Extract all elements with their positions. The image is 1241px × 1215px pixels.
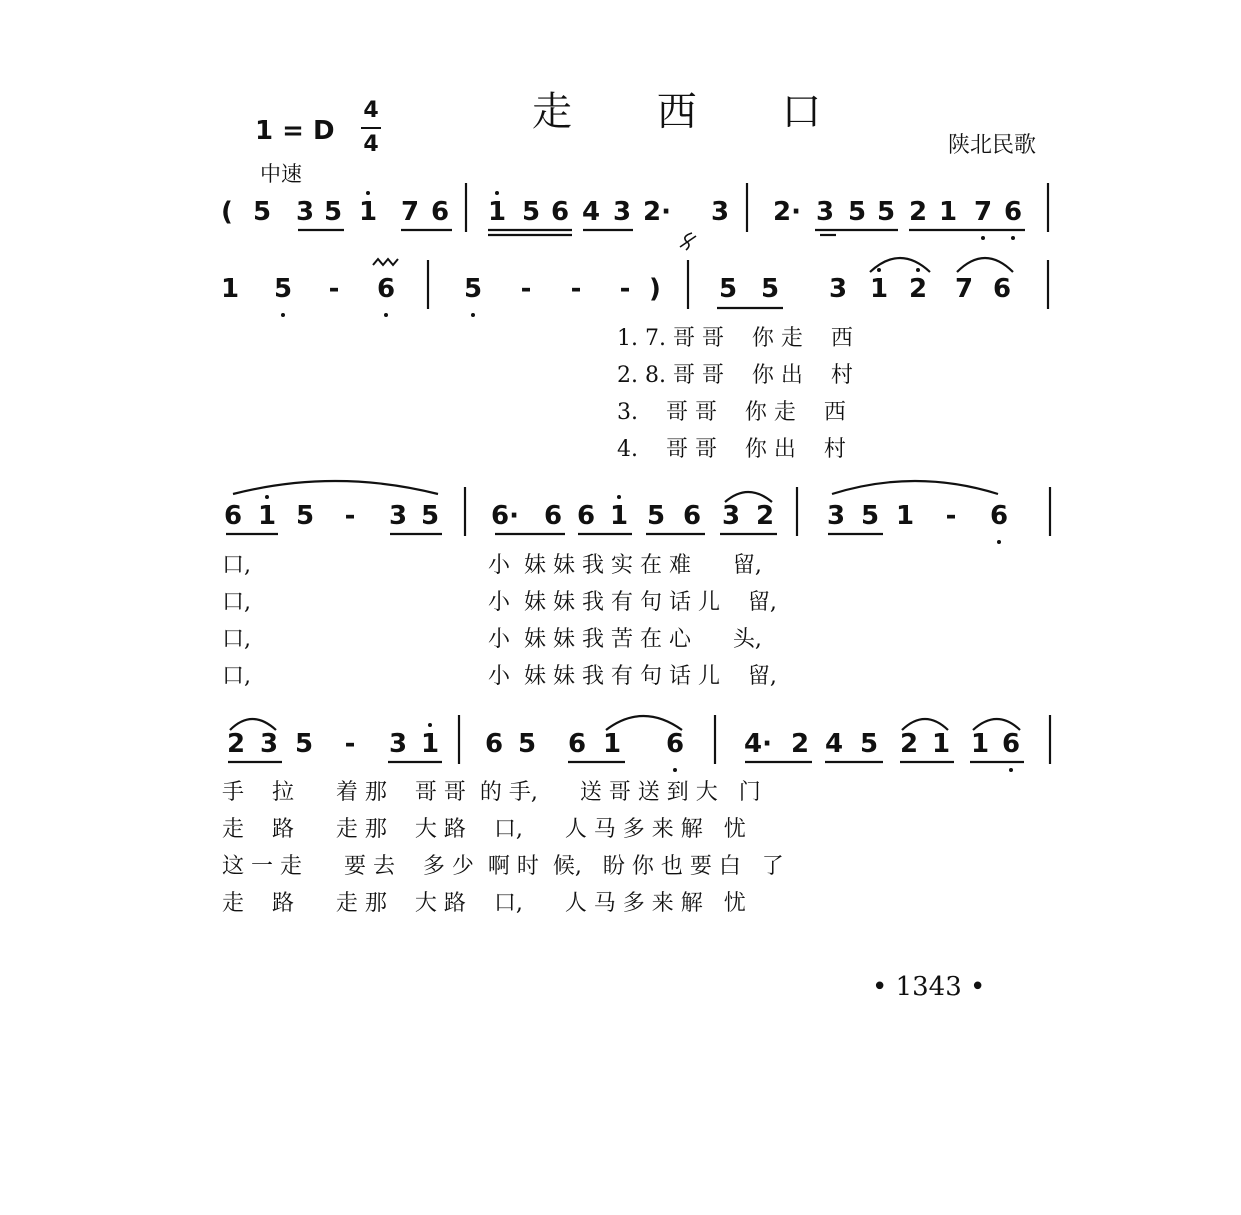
- note: 5: [273, 274, 293, 304]
- note: 1: [257, 501, 277, 531]
- lyric-line: 口,: [222, 627, 251, 652]
- note: 1: [487, 197, 507, 227]
- note: 7: [973, 197, 993, 227]
- note: 5: [876, 197, 896, 227]
- duration-beams: [226, 230, 1025, 762]
- note: 1: [931, 729, 951, 759]
- note: 3: [612, 197, 632, 227]
- note: 4: [824, 729, 844, 759]
- note: 3: [721, 501, 741, 531]
- note: 6: [376, 274, 396, 304]
- segno-icon: [680, 233, 696, 250]
- note: 5: [646, 501, 666, 531]
- note: 3: [710, 197, 730, 227]
- note: 5: [252, 197, 272, 227]
- note: 3: [828, 274, 848, 304]
- note: 2: [755, 501, 775, 531]
- note: 2: [226, 729, 246, 759]
- lyric-line: 口,: [222, 664, 251, 689]
- note: 1: [220, 274, 240, 304]
- note: 6: [223, 501, 243, 531]
- note: 1: [609, 501, 629, 531]
- note: 7: [400, 197, 420, 227]
- note: 3: [295, 197, 315, 227]
- note: 5: [420, 501, 440, 531]
- note: 5: [294, 729, 314, 759]
- note: 3: [388, 729, 408, 759]
- note: 5: [521, 197, 541, 227]
- mordent-icon: [373, 259, 398, 265]
- note: 2: [908, 274, 928, 304]
- note: 6: [543, 501, 563, 531]
- lyric-line: 小 妹 妹 我 有 句 话 儿 留,: [488, 590, 777, 615]
- lyric-line: 口,: [222, 553, 251, 578]
- note: -: [945, 501, 957, 531]
- note: 6: [665, 729, 685, 759]
- note: 6: [550, 197, 570, 227]
- note: 5: [760, 274, 780, 304]
- note: 1: [895, 501, 915, 531]
- note: 1: [938, 197, 958, 227]
- ties: [230, 258, 1020, 730]
- note: 5: [323, 197, 343, 227]
- note: -: [619, 274, 631, 304]
- lyric-line: 小 妹 妹 我 有 句 话 儿 留,: [488, 664, 777, 689]
- note: 1: [358, 197, 378, 227]
- lyric-line: 口,: [222, 590, 251, 615]
- note: 2: [908, 197, 928, 227]
- note: 6: [682, 501, 702, 531]
- barlines: [428, 183, 1050, 764]
- lyric-line: 走 路 走 那 大 路 口, 人 马 多 来 解 忧: [222, 891, 746, 916]
- note: 6·: [491, 501, 519, 531]
- lyric-line: 小 妹 妹 我 苦 在 心 头,: [488, 627, 762, 652]
- note: 5: [718, 274, 738, 304]
- note: 3: [388, 501, 408, 531]
- note: 2·: [773, 197, 801, 227]
- note: 2·: [643, 197, 671, 227]
- note: 1: [602, 729, 622, 759]
- note: 1: [420, 729, 440, 759]
- note: 6: [989, 501, 1009, 531]
- note: 3: [259, 729, 279, 759]
- note: 6: [1003, 197, 1023, 227]
- note: 6: [484, 729, 504, 759]
- note: 6: [430, 197, 450, 227]
- attribution: 陕北民歌: [948, 133, 1037, 158]
- lyric-line: 走 路 走 那 大 路 口, 人 马 多 来 解 忧: [222, 817, 746, 842]
- note: ): [649, 274, 661, 304]
- note: 5: [517, 729, 537, 759]
- lyric-line: 1. 7. 哥 哥 你 走 西: [617, 326, 853, 351]
- note: 5: [295, 501, 315, 531]
- note: 5: [859, 729, 879, 759]
- note: 5: [860, 501, 880, 531]
- note: -: [328, 274, 340, 304]
- note: -: [570, 274, 582, 304]
- note: 4·: [744, 729, 772, 759]
- time-signature-denominator: 4: [363, 132, 379, 157]
- key-signature: 1 = D: [255, 116, 335, 146]
- note: 7: [954, 274, 974, 304]
- lyric-line: 4. 哥 哥 你 出 村: [617, 437, 846, 462]
- note: 2: [790, 729, 810, 759]
- note: -: [344, 501, 356, 531]
- page-number: • 1343 •: [872, 972, 986, 1002]
- lyric-line: 手 拉 着 那 哥 哥 的 手, 送 哥 送 到 大 门: [222, 780, 761, 805]
- note: 6: [992, 274, 1012, 304]
- note: (: [221, 197, 233, 227]
- note: 6: [567, 729, 587, 759]
- note: 6: [1001, 729, 1021, 759]
- note: 3: [826, 501, 846, 531]
- note: 5: [847, 197, 867, 227]
- time-signature-numerator: 4: [363, 98, 379, 123]
- note: 6: [576, 501, 596, 531]
- lyric-line: 3. 哥 哥 你 走 西: [617, 400, 846, 425]
- note: 4: [581, 197, 601, 227]
- note: -: [344, 729, 356, 759]
- lyric-line: 小 妹 妹 我 实 在 难 留,: [488, 553, 762, 578]
- lyric-line: 2. 8. 哥 哥 你 出 村: [617, 363, 853, 388]
- note: -: [520, 274, 532, 304]
- note: 1: [869, 274, 889, 304]
- note: 1: [970, 729, 990, 759]
- note: 5: [463, 274, 483, 304]
- song-title: 走 西 口: [532, 89, 858, 135]
- tempo-marking: 中速: [260, 162, 302, 186]
- note: 2: [899, 729, 919, 759]
- note: 3: [815, 197, 835, 227]
- lyric-line: 这 一 走 要 去 多 少 啊 时 候, 盼 你 也 要 白 了: [222, 854, 784, 879]
